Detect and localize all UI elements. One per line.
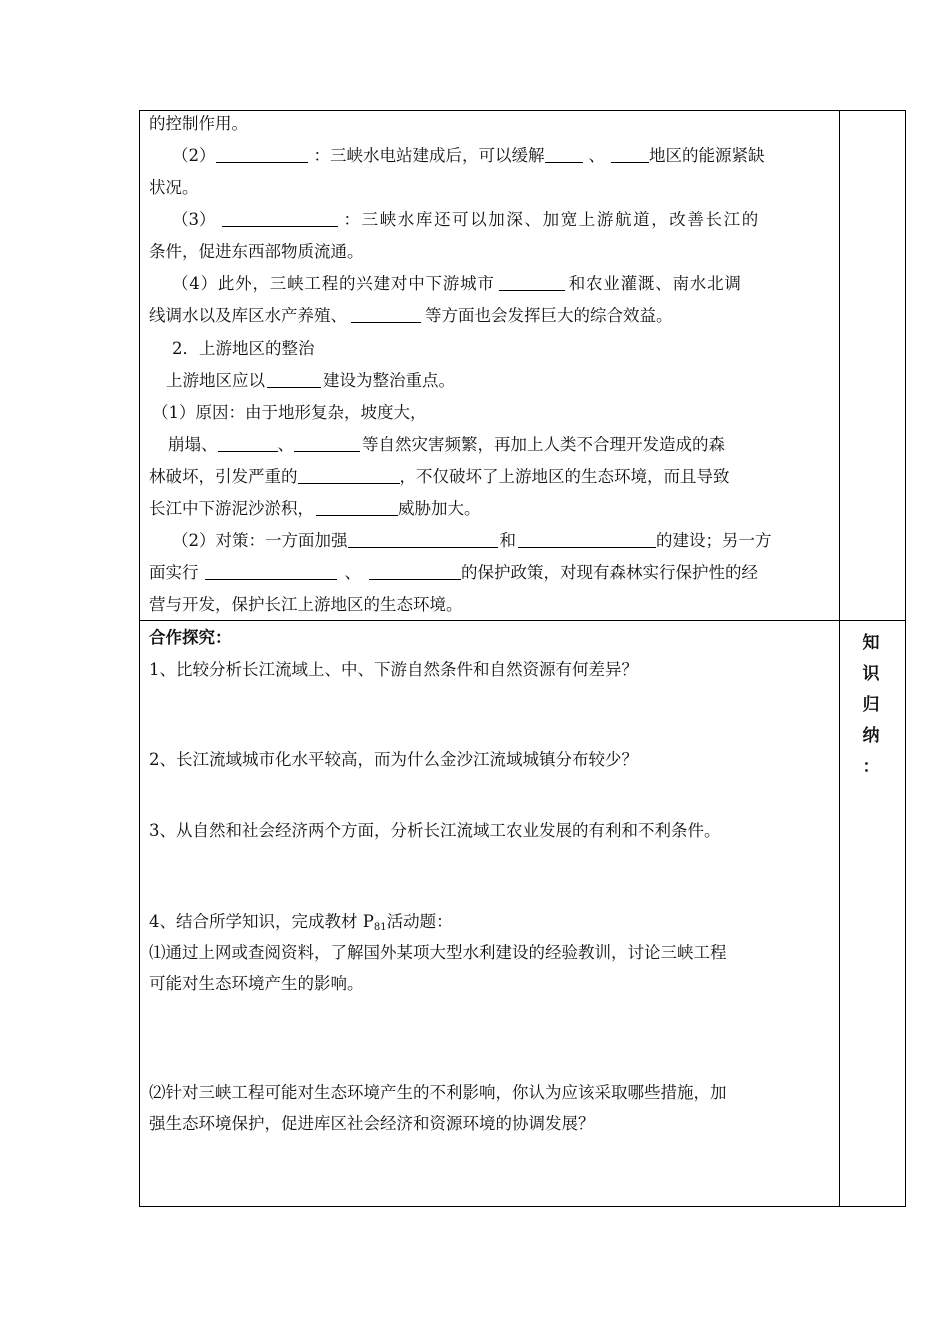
border-top — [139, 110, 906, 111]
border-left — [139, 110, 140, 1207]
text-line: 林破坏，引发严重的 ，不仅破坏了上游地区的生态环境，而且导致 — [149, 467, 730, 486]
fill-blank[interactable] — [348, 531, 498, 548]
fill-blank[interactable] — [611, 146, 649, 163]
text-line: 线调水以及库区水产养殖、 等方面也会发挥巨大的综合效益。 — [149, 306, 673, 325]
text-line: 条件，促进东西部物质流通。 — [149, 242, 364, 261]
fill-blank[interactable] — [316, 499, 398, 516]
fill-blank[interactable] — [351, 306, 421, 323]
text-line: 营与开发，保护长江上游地区的生态环境。 — [149, 595, 463, 614]
question-2: 2、长江流域城市化水平较高，而为什么金沙江流域城镇分布较少？ — [149, 750, 638, 769]
question-4b: 强生态环境保护，促进库区社会经济和资源环境的协调发展？ — [149, 1114, 595, 1133]
fill-blank[interactable] — [218, 435, 278, 452]
text-line: 面实行 、 的保护政策，对现有森林实行保护性的经 — [149, 563, 758, 582]
question-4b: ⑵针对三峡工程可能对生态环境产生的不利影响，你认为应该采取哪些措施，加 — [149, 1083, 727, 1102]
text-line: 崩塌、 、 等自然灾害频繁，再加上人类不合理开发造成的森 — [168, 435, 725, 454]
text-line: （2）对策：一方面加强 和 的建设；另一方 — [172, 531, 772, 550]
fill-blank[interactable] — [545, 146, 583, 163]
fill-blank[interactable] — [499, 274, 565, 291]
text-line: （1）原因：由于地形复杂，坡度大， — [152, 403, 427, 422]
fill-blank[interactable] — [222, 210, 338, 227]
fill-blank[interactable] — [205, 563, 337, 580]
text-line: （2） ：三峡水电站建成后，可以缓解 、 地区的能源紧缺 — [172, 146, 765, 165]
section-heading: 合作探究： — [149, 628, 232, 647]
fill-blank[interactable] — [267, 371, 321, 388]
text-line: 长江中下游泥沙淤积， 威胁加大。 — [149, 499, 481, 518]
question-4: 4、结合所学知识，完成教材 $P_{81}$活动题： — [149, 912, 453, 933]
question-4a: 可能对生态环境产生的影响。 — [149, 974, 364, 993]
fill-blank[interactable] — [294, 435, 360, 452]
border-bottom — [139, 1206, 906, 1207]
text-line: （3） ：三峡水库还可以加深、加宽上游航道，改善长江的 — [172, 210, 760, 229]
text-line: 的控制作用。 — [149, 114, 248, 133]
text-line: （4）此外，三峡工程的兴建对中下游城市 和农业灌溉、南水北调 — [172, 274, 742, 293]
border-middle — [139, 620, 906, 621]
text-line: 上游地区应以 建设为整治重点。 — [166, 371, 455, 390]
fill-blank[interactable] — [298, 467, 400, 484]
question-1: 1、比较分析长江流域上、中、下游自然条件和自然资源有何差异？ — [149, 660, 638, 679]
question-4a: ⑴通过上网或查阅资料，了解国外某项大型水利建设的经验教训，讨论三峡工程 — [149, 943, 727, 962]
question-3: 3、从自然和社会经济两个方面，分析长江流域工农业发展的有利和不利条件。 — [149, 821, 721, 840]
section-heading: 2．上游地区的整治 — [172, 339, 315, 358]
fill-blank[interactable] — [369, 563, 461, 580]
side-label-knowledge-summary: 知 识 归 纳 ： — [862, 633, 880, 777]
border-right — [905, 110, 906, 1207]
border-divider — [839, 110, 840, 1207]
text-line: 状况。 — [149, 178, 199, 197]
fill-blank[interactable] — [216, 146, 308, 163]
fill-blank[interactable] — [518, 531, 656, 548]
